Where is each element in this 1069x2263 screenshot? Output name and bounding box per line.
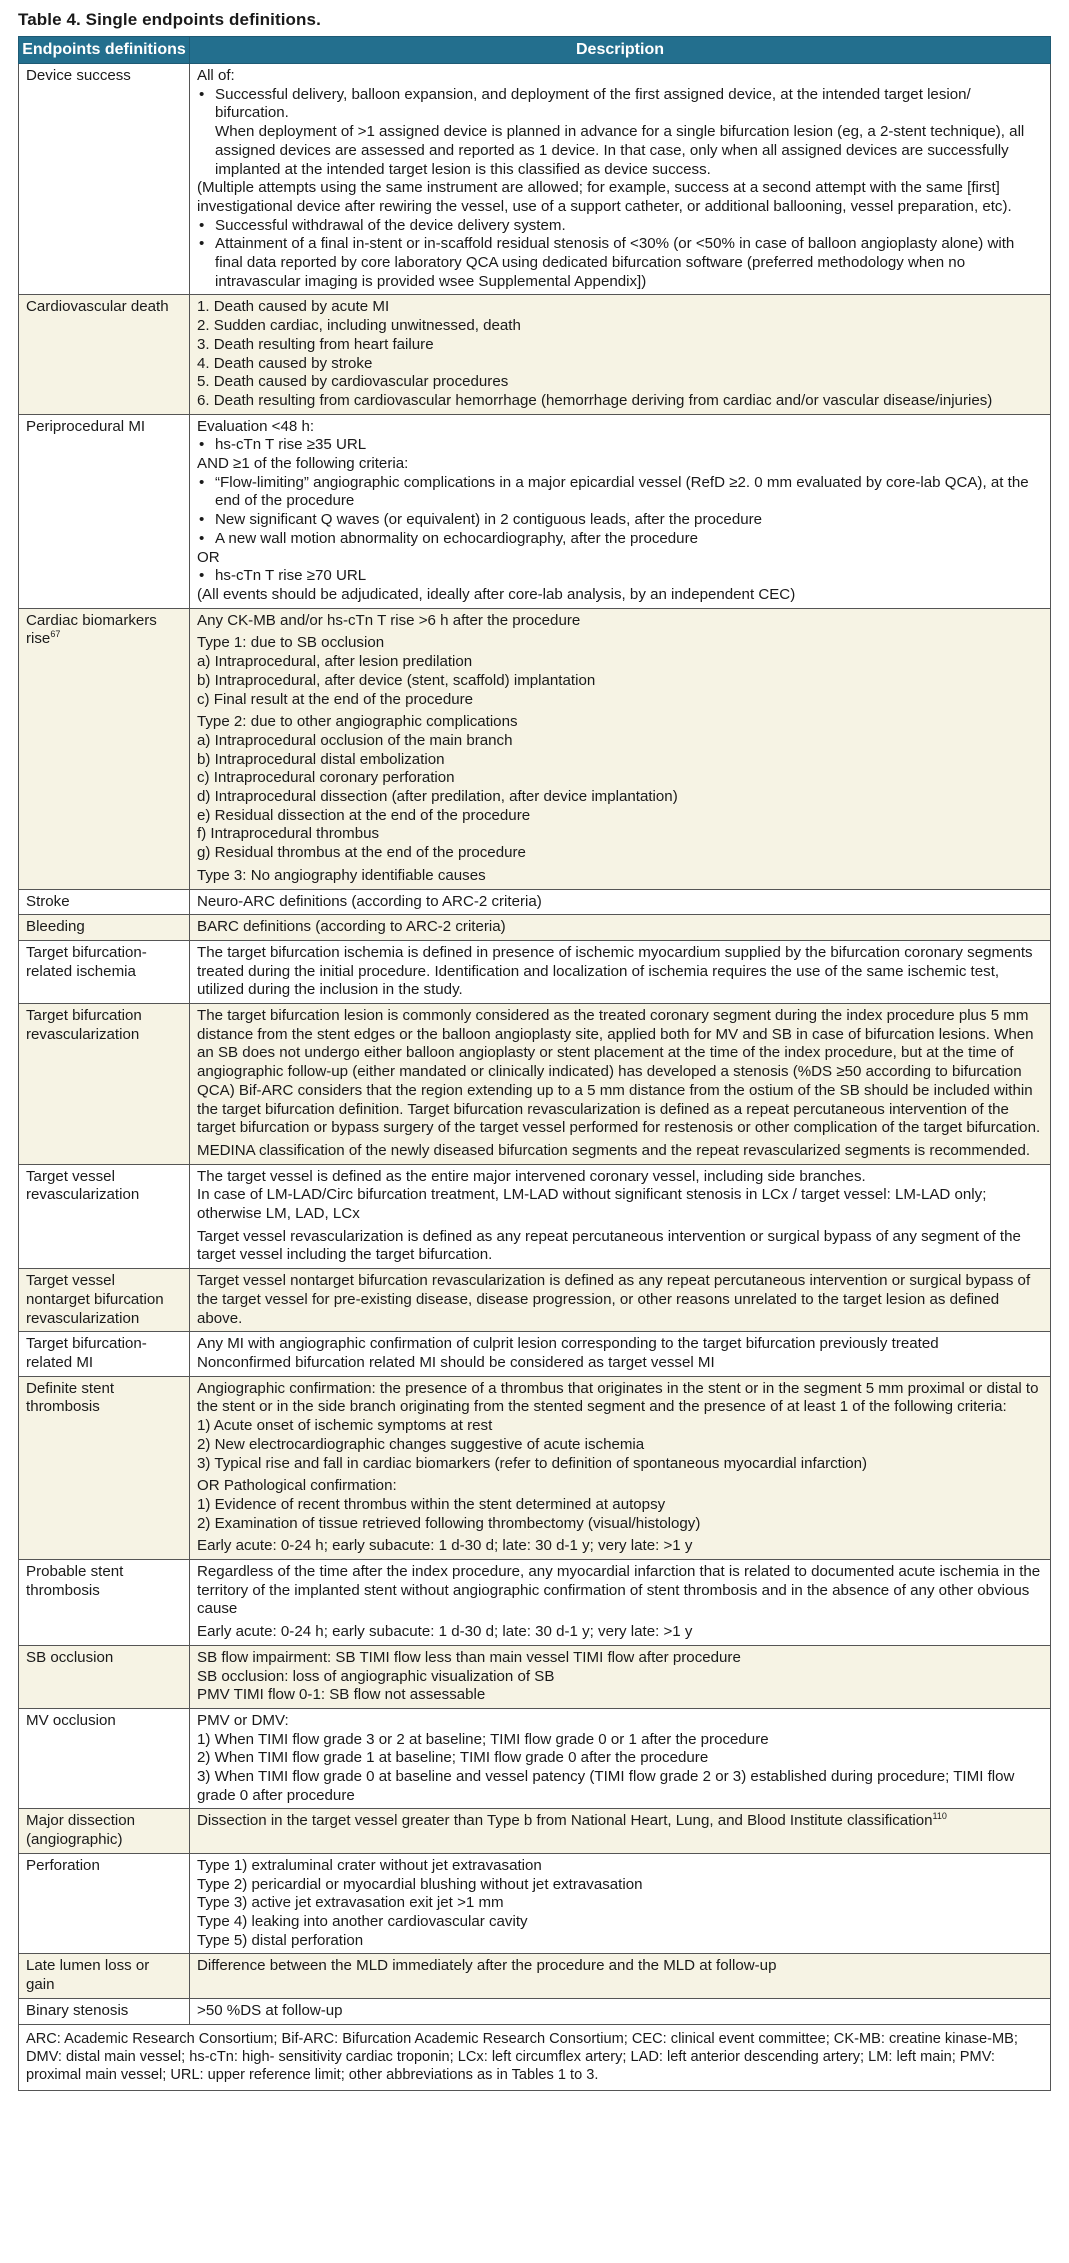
- description-line: [197, 418, 1043, 437]
- description-text: c) Final result at the end of the procedure: [197, 690, 474, 708]
- description-text: In case of LM-LAD/Circ bifurcation treatment, LM-LAD without significant stenosis in LCx / target vessel: LM-LAD only; otherwise LM, LAD, LCx: [197, 1186, 987, 1223]
- endpoint-name: [19, 1560, 190, 1646]
- description-line: [197, 1515, 1043, 1534]
- table-row: [19, 1332, 1051, 1376]
- endpoint-name: [19, 1164, 190, 1269]
- description-text: 2) When TIMI flow grade 1 at baseline; TIMI flow grade 0 after the procedure: [197, 1749, 709, 1767]
- endpoint-label: Bleeding: [26, 918, 85, 936]
- description-text: Target vessel revascularization is defined as any repeat percutaneous intervention or surgical bypass of any segment of the target vessel including the target bifurcation.: [197, 1227, 1021, 1264]
- endpoint-label: Major dissection (angiographic): [26, 1812, 136, 1849]
- description-text: SB occlusion: loss of angiographic visualization of SB: [197, 1667, 555, 1685]
- bullet-item: [197, 511, 1043, 530]
- endpoint-label: Target bifurcation revascularization: [26, 1007, 142, 1043]
- description-text: 3) Typical rise and fall in cardiac biomarkers (refer to definition of spontaneous myocardial infarction): [197, 1454, 868, 1472]
- description-text: Any MI with angiographic confirmation of culprit lesion corresponding to the target bifurcation previously treated: [197, 1335, 939, 1353]
- bullet-item: [197, 474, 1043, 511]
- description-line: [197, 336, 1043, 355]
- description-text: a) Intraprocedural, after lesion predilation: [197, 653, 473, 671]
- description-line: [197, 1731, 1043, 1750]
- description-line: [197, 1932, 1043, 1951]
- description-text: 1. Death caused by acute MI: [197, 298, 390, 316]
- description-line: [197, 1168, 1043, 1187]
- description-line: [197, 1417, 1043, 1436]
- description-text: 1) When TIMI flow grade 3 or 2 at baseline; TIMI flow grade 0 or 1 after the procedure: [197, 1730, 769, 1748]
- endpoint-description: [190, 295, 1051, 414]
- table-container: [18, 10, 1051, 2091]
- endpoint-name: [19, 1004, 190, 1165]
- description-text: OR Pathological confirmation:: [197, 1477, 397, 1495]
- description-line: [197, 1957, 1043, 1976]
- endpoint-name: [19, 414, 190, 608]
- bullet-item: [197, 217, 1043, 236]
- endpoint-label: Cardiovascular death: [26, 298, 169, 316]
- table-row: [19, 1004, 1051, 1165]
- description-line: [197, 2002, 1043, 2021]
- description-line: [197, 179, 1043, 216]
- description-line: [197, 1712, 1043, 1731]
- description-line: [197, 893, 1043, 912]
- table-row: [19, 608, 1051, 889]
- description-line: [197, 653, 1043, 672]
- endpoint-name: [19, 1809, 190, 1853]
- description-line: [197, 1913, 1043, 1932]
- table-row: [19, 64, 1051, 295]
- table-header-row: [19, 37, 1051, 64]
- description-text: SB flow impairment: SB TIMI flow less than main vessel TIMI flow after procedure: [197, 1648, 741, 1666]
- endpoint-label: Stroke: [26, 892, 70, 910]
- endpoint-label: Target vessel revascularization: [26, 1167, 140, 1204]
- description-line: [197, 1496, 1043, 1515]
- table-row: [19, 1998, 1051, 2024]
- description-text: Target vessel nontarget bifurcation revascularization is defined as any repeat percutaneous intervention or surgical bypass of the target vessel for pre-existing disease, disease progression, or other reasons unrelated to the target lesion as defined above.: [197, 1272, 1031, 1327]
- description-line: [197, 1537, 1043, 1556]
- description-text: 2. Sudden cardiac, including unwitnessed, death: [197, 317, 521, 335]
- endpoint-description: [190, 1164, 1051, 1269]
- endpoint-name: [19, 889, 190, 915]
- description-text: 5. Death caused by cardiovascular procedures: [197, 373, 509, 391]
- description-text: Difference between the MLD immediately after the procedure and the MLD at follow-up: [197, 1957, 777, 1975]
- description-line: [197, 867, 1043, 886]
- table-row: [19, 1164, 1051, 1269]
- table-row: [19, 1560, 1051, 1646]
- description-line: [197, 1668, 1043, 1687]
- endpoint-label: Binary stenosis: [26, 2001, 129, 2019]
- endpoint-description: [190, 1708, 1051, 1809]
- description-text: Angiographic confirmation: the presence of a thrombus that originates in the stent or in the segment 5 mm proximal or distal to the stent or in the side branch originating from the stented segment and the presence of at least 1 of the following criteria:: [197, 1379, 1039, 1416]
- description-text: c) Intraprocedural coronary perforation: [197, 769, 455, 787]
- description-text: a) Intraprocedural occlusion of the main branch: [197, 731, 513, 749]
- table-row: [19, 295, 1051, 414]
- description-text: hs-cTn T rise ≥70 URL: [215, 567, 367, 585]
- endpoint-description: [190, 1998, 1051, 2024]
- description-line: [197, 713, 1043, 732]
- endpoint-label: Probable stent thrombosis: [26, 1563, 124, 1599]
- endpoint-label: Perforation: [26, 1856, 100, 1874]
- table-row: [19, 1376, 1051, 1559]
- endpoint-description: [190, 414, 1051, 608]
- description-line: [197, 769, 1043, 788]
- description-line: [197, 807, 1043, 826]
- description-text: BARC definitions (according to ARC-2 criteria): [197, 918, 506, 936]
- table-row: [19, 1708, 1051, 1809]
- description-line: [197, 1354, 1043, 1373]
- description-line: [197, 1768, 1043, 1805]
- description-line: [197, 355, 1043, 374]
- endpoint-name: [19, 915, 190, 941]
- description-text: 4. Death caused by stroke: [197, 354, 373, 372]
- description-text: b) Intraprocedural distal embolization: [197, 750, 445, 768]
- description-line: [197, 634, 1043, 653]
- description-line: [197, 392, 1043, 411]
- endpoint-label: Device success: [26, 67, 131, 84]
- description-text: Successful withdrawal of the device delivery system.: [215, 216, 566, 234]
- description-text: f) Intraprocedural thrombus: [197, 825, 380, 843]
- endpoint-name: [19, 295, 190, 414]
- endpoint-name: [19, 608, 190, 889]
- table-row: [19, 1954, 1051, 1998]
- endpoint-name: [19, 1954, 190, 1998]
- endpoint-label: Late lumen loss or gain: [26, 1957, 150, 1994]
- description-line: [197, 1563, 1043, 1619]
- endpoint-description: [190, 889, 1051, 915]
- description-text: Early acute: 0-24 h; early subacute: 1 d-30 d; late: 30 d-1 y; very late: >1 y: [197, 1623, 693, 1641]
- endpoint-name: [19, 64, 190, 295]
- header-endpoints: Endpoints definitions: [19, 37, 190, 64]
- description-line: [197, 67, 1043, 86]
- description-text: Type 2) pericardial or myocardial blushing without jet extravasation: [197, 1875, 643, 1893]
- endpoint-description: [190, 1332, 1051, 1376]
- description-text: Early acute: 0-24 h; early subacute: 1 d-30 d; late: 30 d-1 y; very late: >1 y: [197, 1537, 693, 1555]
- bullet-item: [197, 86, 1043, 123]
- description-text: >50 %DS at follow-up: [197, 2001, 343, 2019]
- description-line: [197, 1749, 1043, 1768]
- description-line: [197, 1455, 1043, 1474]
- description-line: [197, 691, 1043, 710]
- footnote-row: [19, 2024, 1051, 2090]
- bullet-item: [197, 436, 1043, 455]
- description-text: Type 3: No angiography identifiable causes: [197, 866, 486, 884]
- description-text: The target bifurcation ischemia is defined in presence of ischemic myocardium supplied by the bifurcation coronary segments treated during the initial procedure. Identification and localization of ischemia requires the use of the same ischemic test, utilized during the inclusion in the study.: [197, 943, 1033, 999]
- reference-superscript: 67: [50, 629, 61, 640]
- endpoint-label: Target vessel nontarget bifurcation revascularization: [26, 1272, 164, 1327]
- description-text: 6. Death resulting from cardiovascular hemorrhage (hemorrhage deriving from cardiac and/or vascular disease/injuries): [197, 391, 993, 409]
- description-text: Type 3) active jet extravasation exit jet >1 mm: [197, 1894, 504, 1912]
- endpoint-label: Cardiac biomarkers rise: [26, 611, 157, 648]
- description-text: Type 4) leaking into another cardiovascular cavity: [197, 1912, 528, 1930]
- description-text: Type 1) extraluminal crater without jet extravasation: [197, 1856, 542, 1874]
- description-text: Any CK-MB and/or hs-cTn T rise >6 h after the procedure: [197, 611, 581, 629]
- endpoint-description: [190, 1809, 1051, 1853]
- description-line: [197, 1007, 1043, 1138]
- description-text: Attainment of a final in-stent or in-scaffold residual stenosis of <30% (or <50% in case of balloon angioplasty alone) with final data reported by core laboratory QCA using dedicated bifurcation software (preferred methodology when no intravascular imaging is provided wsee Supplemental Appendix]): [215, 235, 1015, 290]
- endpoint-label: Target bifurcation-related MI: [26, 1335, 147, 1371]
- description-line: [197, 1876, 1043, 1895]
- bullet-item: [197, 235, 1043, 291]
- description-line: [197, 549, 1043, 568]
- description-text: 3. Death resulting from heart failure: [197, 335, 434, 353]
- endpoint-name: [19, 1332, 190, 1376]
- description-line: [197, 586, 1043, 605]
- table-row: [19, 915, 1051, 941]
- description-line: [197, 1186, 1043, 1223]
- endpoint-description: [190, 940, 1051, 1003]
- description-text: Type 1: due to SB occlusion: [197, 634, 385, 652]
- description-line: [197, 123, 1043, 179]
- description-line: [197, 1436, 1043, 1455]
- description-line: [197, 1686, 1043, 1705]
- endpoint-description: [190, 608, 1051, 889]
- description-text: “Flow-limiting” angiographic complications in a major epicardial vessel (RefD ≥2. 0 mm evaluated by core-lab QCA), at the end of the procedure: [215, 473, 1029, 510]
- description-text: Successful delivery, balloon expansion, and deployment of the first assigned device, at the intended target lesion/ bifurcation.: [215, 85, 971, 122]
- description-line: [197, 1649, 1043, 1668]
- endpoint-description: [190, 1269, 1051, 1332]
- description-text: d) Intraprocedural dissection (after predilation, after device implantation): [197, 788, 678, 806]
- table-body: [19, 64, 1051, 2025]
- description-text: PMV TIMI flow 0-1: SB flow not assessable: [197, 1686, 486, 1704]
- endpoint-description: [190, 1004, 1051, 1165]
- description-line: [197, 1894, 1043, 1913]
- description-line: [197, 373, 1043, 392]
- endpoint-description: [190, 1376, 1051, 1559]
- table-row: [19, 1645, 1051, 1708]
- description-text: The target vessel is defined as the entire major intervened coronary vessel, including side branches.: [197, 1167, 866, 1185]
- bullet-item: [197, 530, 1043, 549]
- description-text: 3) When TIMI flow grade 0 at baseline and vessel patency (TIMI flow grade 2 or 3) established during procedure; TIMI flow grade 0 after procedure: [197, 1768, 1015, 1804]
- endpoint-description: [190, 1645, 1051, 1708]
- description-text: Nonconfirmed bifurcation related MI should be considered as target vessel MI: [197, 1354, 715, 1371]
- description-text: Type 5) distal perforation: [197, 1931, 364, 1949]
- description-text: hs-cTn T rise ≥35 URL: [215, 436, 367, 454]
- description-text: When deployment of >1 assigned device is planned in advance for a single bifurcation lesion (eg, a 2-stent technique), all assigned devices are assessed and reported as 1 device. In that case, only when all assigned devices are successfully implanted at the intended target lesion is this classified as device success.: [215, 123, 1025, 178]
- table-row: [19, 1269, 1051, 1332]
- description-line: [197, 751, 1043, 770]
- endpoint-description: [190, 915, 1051, 941]
- description-line: [197, 455, 1043, 474]
- table-row: [19, 1809, 1051, 1853]
- description-text: 2) New electrocardiographic changes suggestive of acute ischemia: [197, 1435, 645, 1453]
- description-line: [197, 844, 1043, 863]
- endpoint-name: [19, 1708, 190, 1809]
- description-text: PMV or DMV:: [197, 1711, 289, 1729]
- description-text: The target bifurcation lesion is commonly considered as the treated coronary segment during the index procedure plus 5 mm distance from the stent edges or the balloon angioplasty site, applied both for MV and SB in case of bifurcation lesions. When an SB does not undergo either balloon angioplasty or stent placement at the time of the index procedure, but at the time of angiographic follow-up (either mandated or clinically indicated) has developed a stenosis (%DS ≥50 according to bifurcation QCA) Bif-ARC considers that the region extending up to a 5 mm distance from the ostium of the SB should be included within the target bifurcation definition. Target bifurcation revascularization is defined as a repeat percutaneous intervention of the target bifurcation or bypass surgery of the target vessel performed for restenosis or other complication of the target bifurcation.: [197, 1007, 1041, 1137]
- description-text: Evaluation <48 h:: [197, 417, 315, 435]
- table-row: [19, 414, 1051, 608]
- table-row: [19, 889, 1051, 915]
- endpoint-label: MV occlusion: [26, 1711, 116, 1729]
- description-text: e) Residual dissection at the end of the procedure: [197, 806, 531, 824]
- description-line: [197, 1380, 1043, 1417]
- description-line: [197, 732, 1043, 751]
- endpoint-label: SB occlusion: [26, 1648, 114, 1666]
- description-line: [197, 1228, 1043, 1265]
- endpoint-name: [19, 1376, 190, 1559]
- table-caption: Table 4. Single endpoints definitions.: [18, 10, 321, 29]
- endpoint-name: [19, 1853, 190, 1954]
- description-line: [197, 1812, 1043, 1831]
- endpoint-description: [190, 64, 1051, 295]
- description-text: 2) Examination of tissue retrieved following thrombectomy (visual/histology): [197, 1514, 701, 1532]
- description-text: All of:: [197, 67, 235, 84]
- description-line: [197, 1477, 1043, 1496]
- bullet-item: [197, 567, 1043, 586]
- endpoint-label: Definite stent thrombosis: [26, 1379, 115, 1416]
- description-text: Type 2: due to other angiographic complications: [197, 713, 518, 731]
- endpoint-description: [190, 1954, 1051, 1998]
- description-line: [197, 1623, 1043, 1642]
- endpoints-table: [18, 36, 1051, 2091]
- endpoint-name: [19, 940, 190, 1003]
- table-footnote: ARC: Academic Research Consortium; Bif-ARC: Bifurcation Academic Research Consortium; CEC: clinical event committee; CK-MB: creatine kinase-MB; DMV: distal main vessel; hs-cTn: high- sensitivity cardiac troponin; LCx: left circumflex artery; LAD: left anterior descending artery; LM: left main; PMV: proximal main vessel; URL: upper reference limit; other abbreviations as in Tables 1 to 3.: [19, 2024, 1051, 2090]
- description-text: AND ≥1 of the following criteria:: [197, 455, 409, 473]
- endpoint-label: Target bifurcation-related ischemia: [26, 943, 147, 980]
- description-text: Dissection in the target vessel greater than Type b from National Heart, Lung, and Blood Institute classification: [197, 1812, 933, 1830]
- description-line: [197, 1857, 1043, 1876]
- endpoint-description: [190, 1853, 1051, 1954]
- description-text: New significant Q waves (or equivalent) in 2 contiguous leads, after the procedure: [215, 511, 763, 529]
- description-line: [197, 1272, 1043, 1328]
- description-text: Neuro-ARC definitions (according to ARC-2 criteria): [197, 892, 542, 910]
- endpoint-description: [190, 1560, 1051, 1646]
- endpoint-name: [19, 1269, 190, 1332]
- endpoint-name: [19, 1645, 190, 1708]
- reference-superscript: 110: [932, 1811, 947, 1822]
- description-text: 1) Acute onset of ischemic symptoms at rest: [197, 1417, 493, 1435]
- description-line: [197, 672, 1043, 691]
- description-text: 1) Evidence of recent thrombus within the stent determined at autopsy: [197, 1495, 666, 1513]
- description-text: A new wall motion abnormality on echocardiography, after the procedure: [215, 529, 698, 547]
- description-line: [197, 1142, 1043, 1161]
- description-line: [197, 298, 1043, 317]
- table-row: [19, 1853, 1051, 1954]
- description-line: [197, 1335, 1043, 1354]
- description-text: MEDINA classification of the newly diseased bifurcation segments and the repeat revascularized segments is recommended.: [197, 1141, 1031, 1159]
- header-description: Description: [190, 37, 1051, 64]
- description-line: [197, 612, 1043, 631]
- description-line: [197, 825, 1043, 844]
- description-line: [197, 317, 1043, 336]
- table-row: [19, 940, 1051, 1003]
- description-text: (Multiple attempts using the same instrument are allowed; for example, success at a second attempt with the same [first] investigational device after rewiring the vessel, use of a support catheter, or additional ballooning, vessel preparation, etc).: [197, 179, 1012, 215]
- endpoint-label: Periprocedural MI: [26, 417, 146, 435]
- description-text: g) Residual thrombus at the end of the procedure: [197, 844, 526, 862]
- description-text: Regardless of the time after the index procedure, any myocardial infarction that is related to documented acute ischemia in the territory of the implanted stent without angiographic confirmation of stent thrombosis and in the absence of any other obvious cause: [197, 1563, 1041, 1618]
- description-text: b) Intraprocedural, after device (stent, scaffold) implantation: [197, 671, 596, 689]
- description-line: [197, 918, 1043, 937]
- description-text: (All events should be adjudicated, ideally after core-lab analysis, by an independent CEC): [197, 585, 796, 603]
- description-line: [197, 944, 1043, 1000]
- description-line: [197, 788, 1043, 807]
- endpoint-name: [19, 1998, 190, 2024]
- description-text: OR: [197, 548, 220, 566]
